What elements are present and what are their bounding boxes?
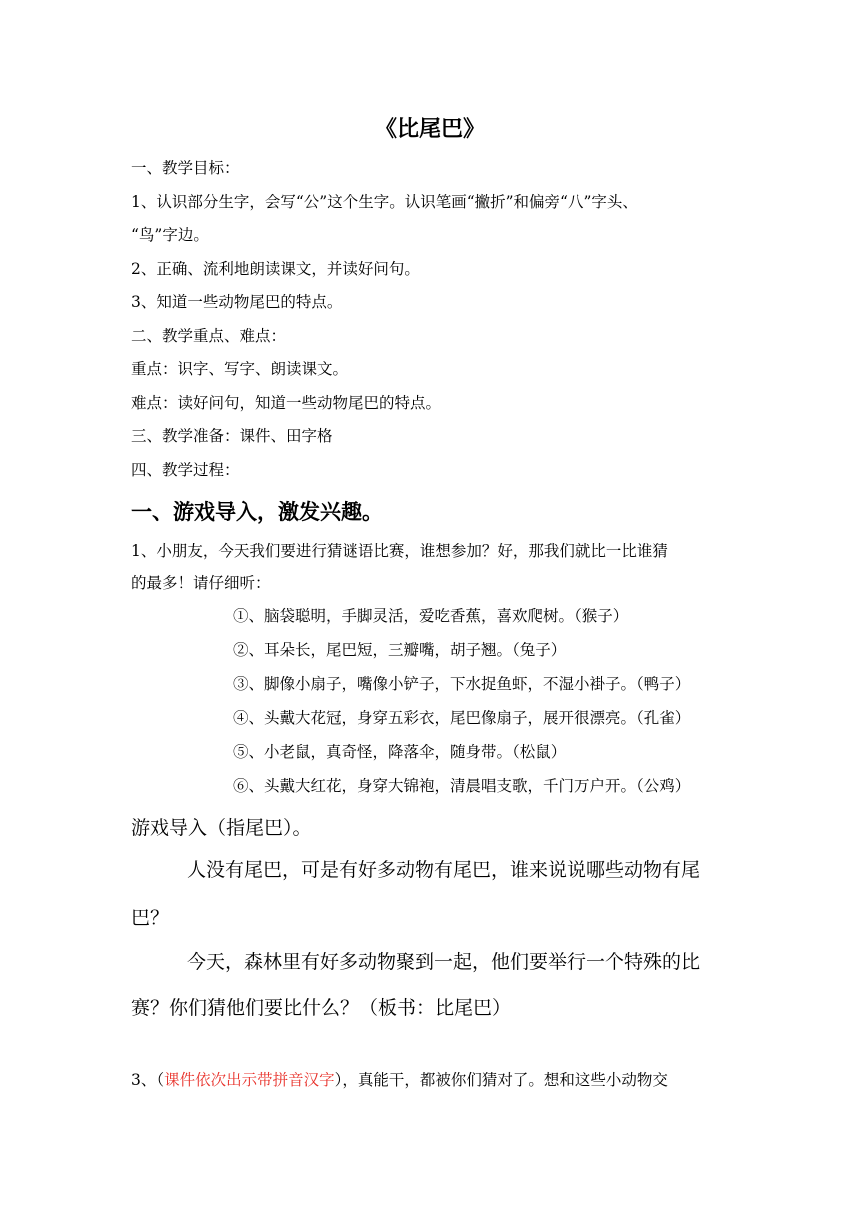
riddle-item: ③、脚像小扇子，嘴像小铲子，下水捉鱼虾，不湿小褂子。（鸭子） [233, 675, 691, 693]
riddle-item: ④、头戴大花冠，身穿五彩衣，尾巴像扇子，展开很漂亮。（孔雀） [233, 709, 691, 727]
paragraph-2-line1: 今天，森林里有好多动物聚到一起，他们要举行一个特殊的比 [187, 951, 701, 973]
riddle-item: ⑤、小老鼠，真奇怪，降落伞，随身带。（松鼠） [233, 743, 567, 761]
step-3-prefix: 3、（ [131, 1071, 165, 1089]
paragraph-2-line2: 赛？你们猜他们要比什么？（板书：比尾巴） [131, 997, 512, 1019]
step-3-line [131, 1070, 668, 1090]
key-point: 重点：识字、写字、朗读课文。 [131, 360, 349, 378]
difficult-point: 难点：读好问句，知道一些动物尾巴的特点。 [131, 394, 442, 412]
preparation: 三、教学准备：课件、田字格 [131, 427, 333, 445]
objective-1-line2: “鸟”字边。 [131, 226, 209, 244]
paragraph-1-line1: 人没有尾巴，可是有好多动物有尾巴，谁来说说哪些动物有尾 [187, 859, 701, 881]
riddle-item: ①、脑袋聪明，手脚灵活，爱吃香蕉，喜欢爬树。（猴子） [233, 607, 629, 625]
key-points-heading: 二、教学重点、难点： [131, 327, 287, 345]
game-intro: 游戏导入（指尾巴）。 [131, 817, 312, 839]
riddle-item: ⑥、头戴大红花，身穿大锦袍，清晨唱支歌，千门万户开。（公鸡） [233, 777, 691, 795]
objective-2: 2、正确、流利地朗读课文，并读好问句。 [131, 260, 420, 278]
riddle-item: ②、耳朵长，尾巴短，三瓣嘴，胡子翘。（兔子） [233, 641, 567, 659]
step-3-highlight: 课件依次出示带拼音汉字 [164, 1071, 335, 1089]
document-title: 《比尾巴》 [374, 116, 485, 142]
objective-3: 3、知道一些动物尾巴的特点。 [131, 293, 343, 311]
objectives-heading: 一、教学目标： [131, 159, 240, 177]
process-heading: 四、教学过程： [131, 461, 240, 479]
objective-1-line1: 1、认识部分生字，会写“公”这个生字。认识笔画“撇折”和偏旁“八”字头、 [131, 193, 638, 211]
step-1-line2: 的最多！请仔细听： [131, 574, 271, 592]
step-3-suffix: ），真能干，都被你们猜对了。想和这些小动物交 [334, 1071, 668, 1089]
section-heading: 一、游戏导入，激发兴趣。 [131, 500, 383, 524]
paragraph-1-line2: 巴？ [131, 907, 170, 929]
step-1-line1: 1、小朋友，今天我们要进行猜谜语比赛，谁想参加？好，那我们就比一比谁猜 [131, 542, 668, 560]
